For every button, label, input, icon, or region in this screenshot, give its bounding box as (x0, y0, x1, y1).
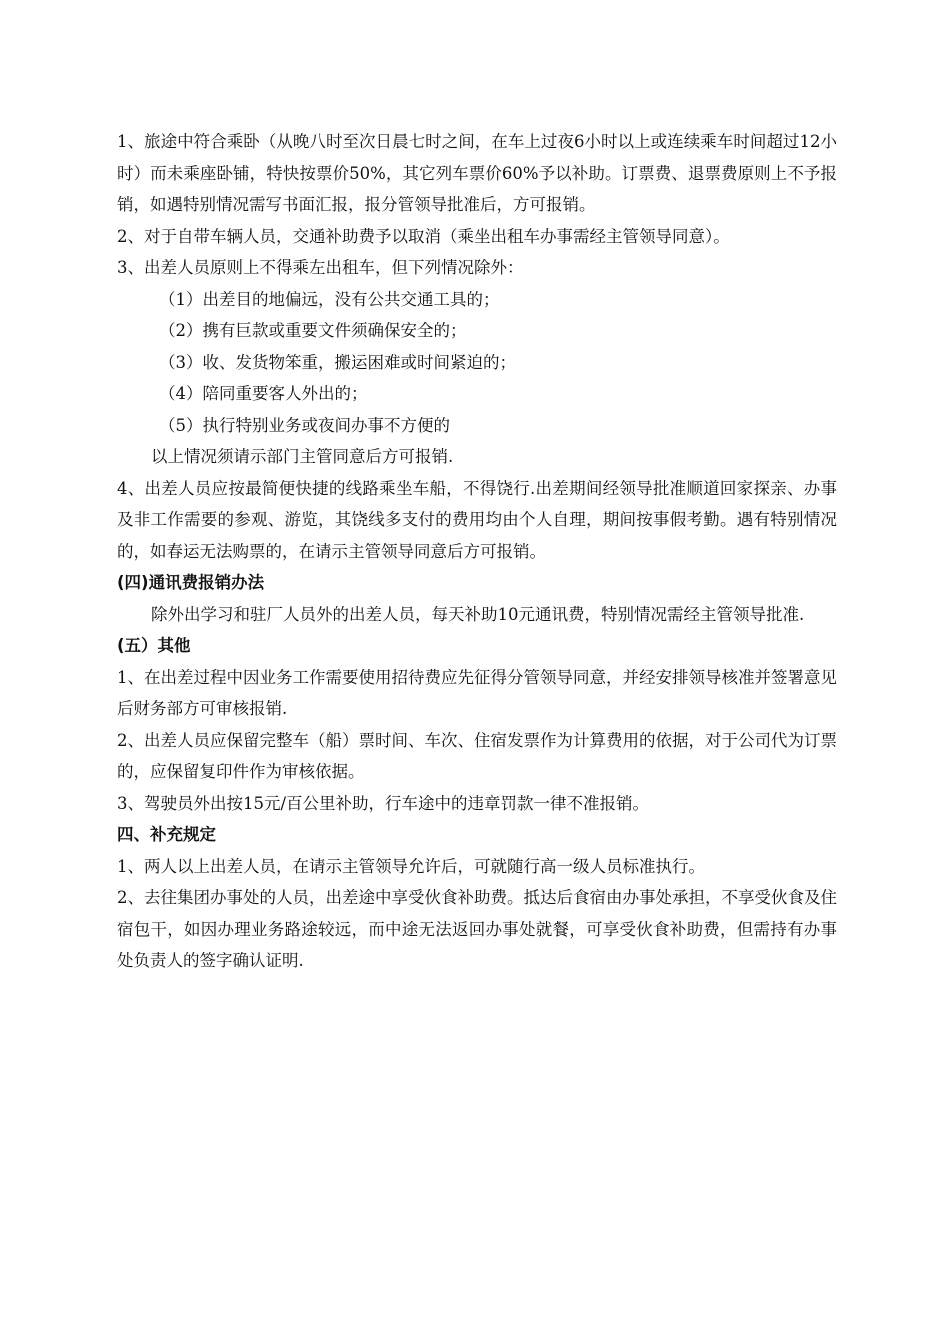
own-vehicle-rule: 2、对于自带车辆人员，交通补助费予以取消（乘坐出租车办事需经主管领导同意）。 (117, 226, 730, 246)
taxi-exception-1: （1）出差目的地偏远，没有公共交通工具的； (159, 289, 500, 309)
taxi-exception-3: （3）收、发货物笨重，搬运困难或时间紧迫的； (159, 352, 516, 372)
taxi-exception-5: （5）执行特别业务或夜间办事不方便的 (159, 415, 450, 435)
supplement-item-1: 1、两人以上出差人员，在请示主管领导允许后，可就随行高一级人员标准执行。 (117, 856, 705, 876)
supplement-heading: 四、补充规定 (117, 825, 216, 844)
other-item-2: 2、出差人员应保留完整车（船）票时间、车次、住宿发票作为计算费用的依据，对于公司代为订票的，应保留复印件作为审核依据。 (117, 730, 837, 781)
other-item-1: 1、在出差过程中因业务工作需要使用招待费应先征得分管领导同意，并经安排领导核准并签署意见后财务部方可审核报销. (117, 667, 837, 718)
document-page (117, 126, 837, 977)
route-rule: 4、出差人员应按最简便快捷的线路乘坐车船，不得饶行.出差期间经领导批准顺道回家探亲、办事及非工作需要的参观、游览，其饶线多支付的费用均由个人自理，期间按事假考勤。遇有特别情况的，如春运无法购票的，在请示主管领导同意后方可报销。 (117, 478, 837, 561)
travel-sleeper-rule: 1、旅途中符合乘卧（从晚八时至次日晨七时之间，在车上过夜6小时以上或连续乘车时间超过12小时）而未乘座卧铺，特快按票价50%，其它列车票价60%予以补助。订票费、退票费原则上不予报销，如遇特别情况需写书面汇报，报分管领导批准后，方可报销。 (117, 132, 837, 214)
taxi-rule: 3、出差人员原则上不得乘左出租车，但下列情况除外： (117, 258, 524, 277)
communication-heading: (四)通讯费报销办法 (117, 573, 265, 592)
other-item-3: 3、驾驶员外出按15元/百公里补助，行车途中的违章罚款一律不准报销。 (117, 793, 650, 813)
taxi-exception-note: 以上情况须请示部门主管同意后方可报销. (151, 447, 454, 466)
other-heading: (五）其他 (117, 636, 191, 655)
taxi-exception-4: （4）陪同重要客人外出的； (159, 384, 368, 403)
taxi-exception-2: （2）携有巨款或重要文件须确保安全的； (159, 321, 467, 340)
communication-text: 除外出学习和驻厂人员外的出差人员，每天补助10元通讯费，特别情况需经主管领导批准. (151, 604, 805, 624)
supplement-item-2: 2、去往集团办事处的人员，出差途中享受伙食补助费。抵达后食宿由办事处承担，不享受伙食及住宿包干，如因办理业务路途较远，而中途无法返回办事处就餐，可享受伙食补助费，但需持有办事处负责人的签字确认证明. (117, 888, 837, 970)
